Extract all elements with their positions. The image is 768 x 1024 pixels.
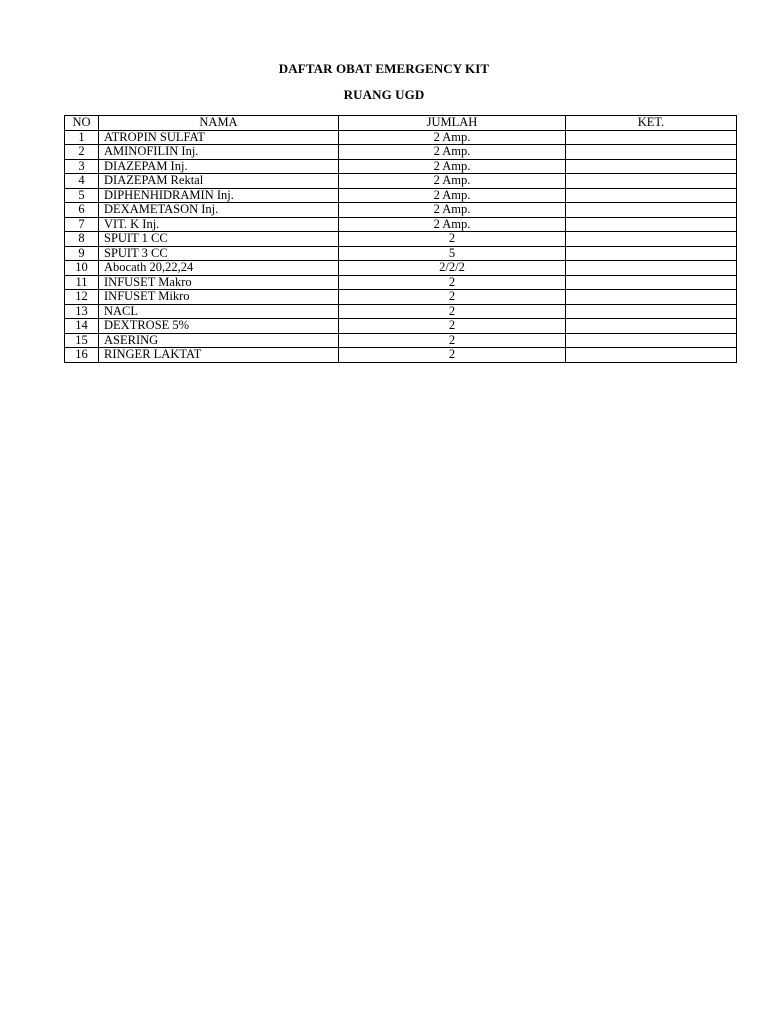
cell-jumlah: 2: [339, 232, 566, 247]
cell-ket: [566, 188, 737, 203]
cell-nama: ASERING: [99, 333, 339, 348]
cell-jumlah: 2 Amp.: [339, 159, 566, 174]
cell-nama: AMINOFILIN Inj.: [99, 145, 339, 160]
cell-ket: [566, 290, 737, 305]
cell-no: 15: [65, 333, 99, 348]
table-row: [65, 188, 737, 203]
cell-jumlah: 2 Amp.: [339, 174, 566, 189]
cell-jumlah: 2: [339, 275, 566, 290]
cell-jumlah: 2 Amp.: [339, 188, 566, 203]
cell-no: 14: [65, 319, 99, 334]
cell-nama: DIAZEPAM Inj.: [99, 159, 339, 174]
cell-no: 12: [65, 290, 99, 305]
cell-ket: [566, 217, 737, 232]
table-row: [65, 159, 737, 174]
cell-no: 6: [65, 203, 99, 218]
header-no: NO: [65, 116, 99, 131]
cell-jumlah: 2: [339, 304, 566, 319]
table-row: [65, 217, 737, 232]
cell-jumlah: 2 Amp.: [339, 203, 566, 218]
header-ket: KET.: [566, 116, 737, 131]
cell-ket: [566, 130, 737, 145]
cell-jumlah: 2: [339, 333, 566, 348]
table-row: [65, 203, 737, 218]
table-header-row: [65, 116, 737, 131]
cell-jumlah: 2 Amp.: [339, 130, 566, 145]
table-row: [65, 261, 737, 276]
cell-jumlah: 2 Amp.: [339, 217, 566, 232]
table-row: [65, 246, 737, 261]
cell-no: 2: [65, 145, 99, 160]
cell-no: 11: [65, 275, 99, 290]
document-subtitle: RUANG UGD: [343, 87, 425, 102]
cell-ket: [566, 348, 737, 363]
cell-nama: ATROPIN SULFAT: [99, 130, 339, 145]
cell-ket: [566, 304, 737, 319]
cell-nama: NACL: [99, 304, 339, 319]
cell-jumlah: 5: [339, 246, 566, 261]
cell-no: 7: [65, 217, 99, 232]
cell-ket: [566, 232, 737, 247]
document-title: DAFTAR OBAT EMERGENCY KIT: [278, 61, 490, 76]
cell-no: 5: [65, 188, 99, 203]
cell-nama: RINGER LAKTAT: [99, 348, 339, 363]
cell-nama: VIT. K Inj.: [99, 217, 339, 232]
table-row: [65, 232, 737, 247]
header-jumlah: JUMLAH: [339, 116, 566, 131]
table-row: [65, 290, 737, 305]
cell-no: 13: [65, 304, 99, 319]
cell-jumlah: 2: [339, 348, 566, 363]
emergency-kit-table: [64, 115, 737, 363]
cell-jumlah: 2/2/2: [339, 261, 566, 276]
cell-nama: SPUIT 3 CC: [99, 246, 339, 261]
cell-ket: [566, 145, 737, 160]
cell-ket: [566, 174, 737, 189]
cell-nama: SPUIT 1 CC: [99, 232, 339, 247]
cell-no: 4: [65, 174, 99, 189]
table-row: [65, 130, 737, 145]
cell-jumlah: 2 Amp.: [339, 145, 566, 160]
cell-nama: DEXAMETASON Inj.: [99, 203, 339, 218]
table-row: [65, 145, 737, 160]
cell-ket: [566, 246, 737, 261]
cell-nama: INFUSET Makro: [99, 275, 339, 290]
cell-no: 9: [65, 246, 99, 261]
table-row: [65, 333, 737, 348]
table-row: [65, 304, 737, 319]
cell-ket: [566, 203, 737, 218]
cell-jumlah: 2: [339, 319, 566, 334]
cell-nama: Abocath 20,22,24: [99, 261, 339, 276]
cell-ket: [566, 275, 737, 290]
cell-no: 8: [65, 232, 99, 247]
header-nama: NAMA: [99, 116, 339, 131]
cell-nama: DIPHENHIDRAMIN Inj.: [99, 188, 339, 203]
table-row: [65, 174, 737, 189]
cell-ket: [566, 159, 737, 174]
cell-ket: [566, 261, 737, 276]
cell-nama: DEXTROSE 5%: [99, 319, 339, 334]
cell-ket: [566, 333, 737, 348]
cell-jumlah: 2: [339, 290, 566, 305]
cell-ket: [566, 319, 737, 334]
cell-no: 16: [65, 348, 99, 363]
table-row: [65, 319, 737, 334]
table-row: [65, 348, 737, 363]
cell-nama: INFUSET Mikro: [99, 290, 339, 305]
table-body: [65, 130, 737, 362]
cell-no: 3: [65, 159, 99, 174]
table-row: [65, 275, 737, 290]
cell-no: 1: [65, 130, 99, 145]
cell-no: 10: [65, 261, 99, 276]
cell-nama: DIAZEPAM Rektal: [99, 174, 339, 189]
